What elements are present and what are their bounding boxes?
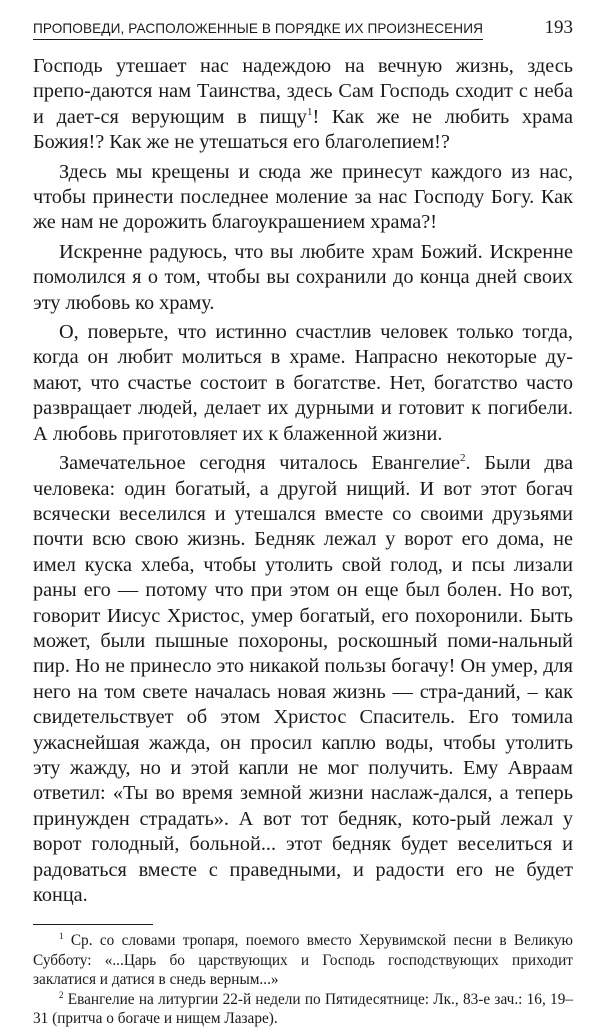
paragraph-1 <box>33 54 573 156</box>
paragraph-4: О, поверьте, что истинно счастлив человек только тогда, когда он любит молиться в храме. Напрасно некоторые ду-мают, что счастье состоит в богатстве. Нет, богатство часто развращает людей, делает их дурными и готовит к погибели. А любовь приготовляет их к блаженной жизни. <box>33 321 573 445</box>
footnote-ref-1: 1 <box>306 106 313 119</box>
footnote-ref-2: 2 <box>460 452 466 465</box>
footnote-1-number: 1 <box>59 931 64 942</box>
footnote-2 <box>33 990 573 1029</box>
paragraph-5-text-b: . Были два человека: один богатый, а другой нищий. И вот этот богач всячески веселился и утешался вместе со своими друзьями почти всю свою жизнь. Бедняк лежал у ворот его дома, не имел куска хлеба, чтобы утолить свой голод, и псы лизали раны его — потому что при этом он еще был болен. Но вот, говорит Иисус Христос, умер богатый, его похоронили. Быть может, были пышные похороны, роскошный поми-нальный пир. Но не принесло это никакой пользы богачу! Он умер, для него на том свете началась новая жизнь — стра-даний, – как свидетельствует об этом Христос Спаситель. Его томила ужаснейшая жажда, он просил каплю воды, чтобы утолить эту жажду, но и этой капли не мог получить. Ему Авраам ответил: «Ты во время земной жизни наслаж-дался, а теперь принужден страдать». А вот тот бедняк, кото-рый лежал у ворот голодный, больной... этот бедняк будет веселиться и радоваться вместе с праведными, и радости его не будет конца. <box>33 452 573 906</box>
running-head <box>33 14 573 40</box>
paragraph-3: Искренне радуюсь, что вы любите храм Божий. Искренне помолился я о том, чтобы вы сохранили до конца дней своих эту любовь ко храму. <box>33 240 573 314</box>
paragraph-5-text-a: Замечательное сегодня читалось Евангелие <box>59 452 461 475</box>
footnote-1 <box>33 931 573 990</box>
running-title: ПРОПОВЕДИ, РАСПОЛОЖЕННЫЕ В ПОРЯДКЕ ИХ ПРОИЗНЕСЕНИЯ <box>33 21 483 40</box>
page-number: 193 <box>544 17 573 38</box>
paragraph-5 <box>33 451 573 908</box>
paragraph-1-text-b: ! Как же не любить храма Божия!? Как же не утешаться его благолепием!? <box>33 105 573 154</box>
footnotes <box>33 931 573 1029</box>
footnote-2-text: Евангелие на литургии 22-й недели по Пятидесятнице: Лк., 83-е зач.: 16, 19–31 (притча о богаче и нищем Лазаре). <box>33 990 573 1028</box>
paragraph-2: Здесь мы крещены и сюда же принесут каждого из нас, чтобы принести последнее моление за нас Господу Богу. Как же нам не дорожить благоукрашением храма?! <box>33 160 573 234</box>
paragraph-1-text-a: Господь утешает нас надеждою на вечную жизнь, здесь препо-даются нам Таинства, здесь Сам Господь сходит с неба и дает-ся верующим в пищу <box>33 55 573 128</box>
footnote-divider <box>33 924 153 925</box>
book-page <box>33 14 573 1029</box>
footnote-2-number: 2 <box>59 989 64 1000</box>
body-text <box>33 54 573 908</box>
footnote-1-text: Ср. со словами тропаря, поемого вместо Херувимской песни в Великую Субботу: «...Царь бо царствующих и Господь господствующих приходит заклатися и датися в снедь верным...» <box>33 932 573 989</box>
